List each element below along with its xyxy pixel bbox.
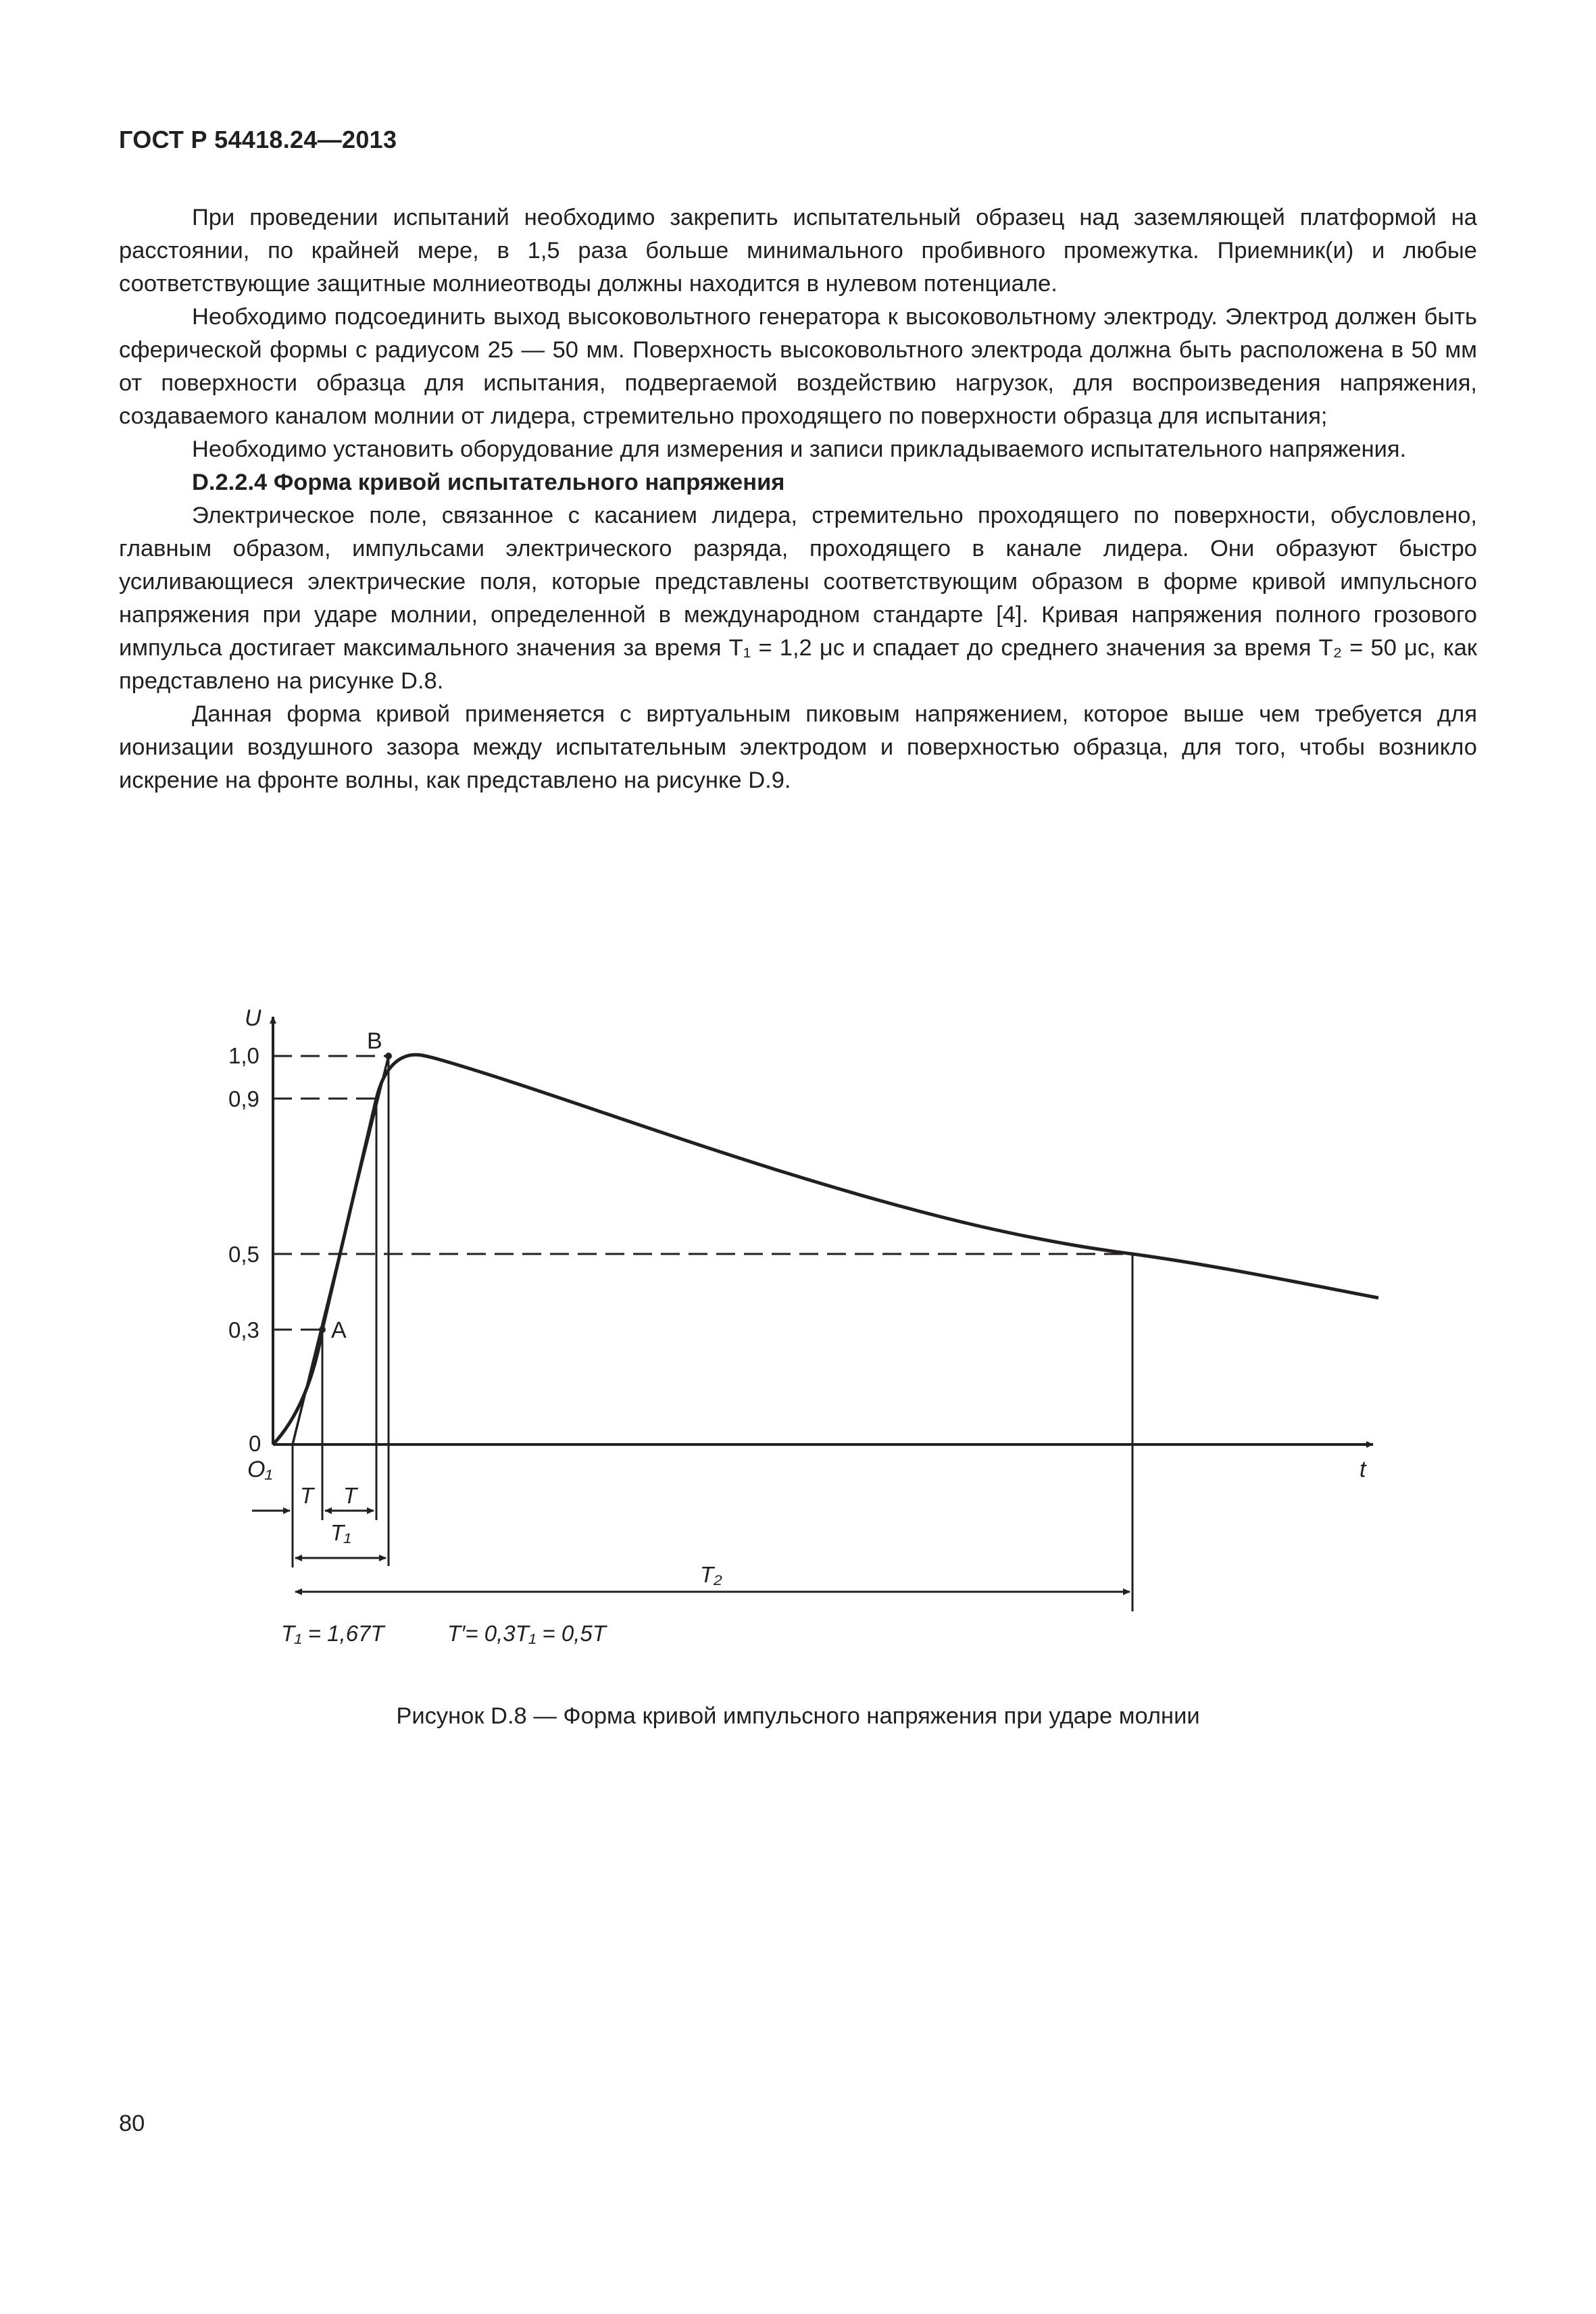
y-tick-0: 0 xyxy=(249,1431,261,1456)
section-heading: D.2.2.4 Форма кривой испытательного напряжения xyxy=(192,470,785,495)
y-tick-0-5: 0,5 xyxy=(228,1242,259,1267)
formula-tprime: T′= 0,3T₁ = 0,5T xyxy=(447,1621,606,1646)
document-code-header: ГОСТ Р 54418.24—2013 xyxy=(119,126,397,153)
figure-caption: Рисунок D.8 — Форма кривой импульсного напряжения при ударе молнии xyxy=(396,1703,1200,1729)
page-number: 80 xyxy=(119,2111,145,2136)
x-axis-label: t xyxy=(1360,1457,1366,1482)
origin-label: O₁ xyxy=(247,1457,273,1482)
formula-t1: T₁ = 1,67T xyxy=(281,1621,384,1646)
paragraph: При проведении испытаний необходимо закрепить испытательный образец над заземляющей платформой на расстоянии, по крайней мере, в 1,5 раза больше минимального пробивного промежутка. Приемник(и) и любые соответствующие защитные молниеотводы должны находится в нулевом потенциале. xyxy=(119,205,1477,297)
y-tick-0-9: 0,9 xyxy=(228,1086,259,1111)
point-a-label: A xyxy=(331,1317,347,1343)
paragraph: Необходимо установить оборудование для измерения и записи прикладываемого испытательного напряжения. xyxy=(192,436,1407,462)
y-tick-1-0: 1,0 xyxy=(228,1043,259,1068)
interval-t-right-label: T xyxy=(343,1483,357,1508)
interval-t2-label: T₂ xyxy=(700,1562,722,1587)
paragraph: Необходимо подсоединить выход высоковольтного генератора к высоковольтному электроду. Электрод должен быть сферической формы с радиусом 25 — 50 мм. Поверхность высоковольтного электрода должна быть расположена в 50 мм от поверхности образца для испытания, подвергаемой воздействию нагрузок, для воспроизведения напряжения, создаваемого каналом молнии от лидера, стремительно проходящего по поверхности образца для испытания; xyxy=(119,304,1477,429)
paragraph: Электрическое поле, связанное с касанием лидера, стремительно проходящего по поверхности, обусловлено, главным образом, импульсами электрического разряда, проходящего в канале лидера. Они образуют быстро усиливающиеся электрические поля, которые представлены соответствующим образом в форме кривой импульсного напряжения при ударе молнии, определенной в международном стандарте [4]. Кривая напряжения полного грозового импульса достигает максимального значения за время T₁ = 1,2 μс и спадает до среднего значения за время T₂ = 50 μс, как представлено на рисунке D.8. xyxy=(119,503,1477,694)
interval-t-left-label: T xyxy=(300,1483,314,1508)
paragraph: Данная форма кривой применяется с виртуальным пиковым напряжением, которое выше чем требуется для ионизации воздушного зазора между испытательным электродом и поверхностью образца, для того, чтобы возникло искрение на фронте волны, как представлено на рисунке D.9. xyxy=(119,701,1477,793)
point-a-marker xyxy=(319,1326,326,1333)
impulse-voltage-chart xyxy=(0,973,1596,1662)
impulse-curve xyxy=(273,1055,1378,1444)
interval-t1-label: T₁ xyxy=(330,1520,351,1545)
y-axis-label: U xyxy=(245,1005,261,1031)
point-b-marker xyxy=(385,1053,392,1059)
y-tick-0-3: 0,3 xyxy=(228,1317,259,1342)
body-text xyxy=(119,201,1477,797)
figure-d8 xyxy=(0,973,1596,1665)
point-b-label: B xyxy=(367,1028,382,1054)
